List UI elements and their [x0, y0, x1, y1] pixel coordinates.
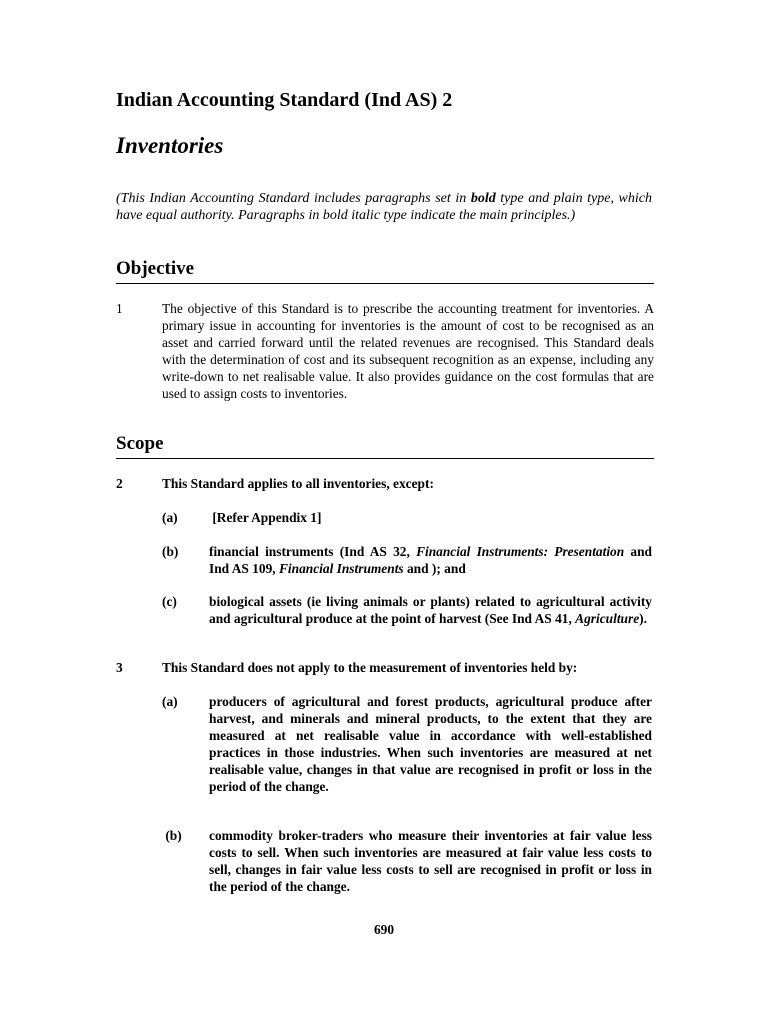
paragraph-text: The objective of this Standard is to prescribe the accounting treatment for inventories. A primary issue in accounting for inventories is the amount of cost to be recognised as an asset and carried forward until the related revenues are recognised. This Standard deals with the determination of cost and its subsequent recognition as an expense, including any write-down to net realisable value. It also provides guidance on the cost formulas that are used to assign costs to inventories.	[162, 301, 654, 401]
intro-text-1: (This Indian Accounting Standard includes paragraphs set in	[116, 191, 471, 206]
page-number: 690	[373, 922, 395, 937]
paragraph-number: 3	[116, 660, 123, 675]
list-item-text	[209, 593, 652, 627]
list-item-italic: Agriculture	[575, 611, 640, 626]
list-item	[162, 509, 652, 526]
intro-text-2: type and plain type, which have equal authority. Paragraphs in bold italic type indicate the main principles.)	[116, 191, 652, 223]
list-item-text-part: and Ind AS 109,	[209, 544, 653, 576]
list-item-label: (a)	[162, 510, 178, 525]
paragraph-3	[116, 659, 654, 676]
list-item-text: producers of agricultural and forest products, agricultural produce after harvest, and minerals and mineral products, to the extent that they are measured at net realisable value in accordance with well-established practices in those industries. When such inventories are measured at net realisable value, changes in that value are recognised in profit or loss in the period of the change.	[209, 694, 652, 794]
list-item-italic: Financial Instruments	[278, 561, 404, 576]
list-item-italic: Financial Instruments: Presentation	[416, 544, 625, 559]
list-item-label: (c)	[162, 594, 177, 609]
list-item	[162, 693, 652, 795]
list-item-label: (b)	[162, 828, 182, 843]
list-item-text: [Refer Appendix 1]	[209, 510, 322, 525]
list-item-text-part: biological assets (ie living animals or plants) related to agricultural activity and agricultural produce at the point of harvest (See Ind AS 41,	[209, 594, 652, 626]
intro-note	[116, 190, 652, 224]
list-item-text-part: ).	[639, 611, 647, 626]
list-item-text-part: and ); and	[403, 561, 466, 576]
document-title: Indian Accounting Standard (Ind AS) 2	[116, 89, 453, 111]
list-item	[162, 827, 652, 895]
list-item	[162, 543, 652, 577]
paragraph-1	[116, 300, 654, 402]
list-item-text-part: financial instruments (Ind AS 32,	[209, 544, 417, 559]
list-item-label: (a)	[162, 694, 178, 709]
paragraph-2	[116, 475, 654, 492]
paragraph-number: 1	[116, 301, 123, 316]
list-item-text: commodity broker-traders who measure their inventories at fair value less costs to sell. When such inventories are measured at fair value less costs to sell, changes in fair value less costs to sell are recognised in profit or loss in the period of the change.	[209, 828, 652, 894]
paragraph-text: This Standard does not apply to the measurement of inventories held by:	[162, 660, 578, 675]
intro-bold-word: bold	[470, 191, 496, 206]
objective-heading: Objective	[116, 258, 654, 284]
paragraph-text: This Standard applies to all inventories, except:	[162, 476, 434, 491]
scope-heading: Scope	[116, 433, 654, 459]
paragraph-number: 2	[116, 476, 123, 491]
list-item	[162, 593, 652, 627]
document-subtitle: Inventories	[116, 133, 224, 158]
list-item-text	[209, 543, 652, 577]
list-item-label: (b)	[162, 544, 179, 559]
